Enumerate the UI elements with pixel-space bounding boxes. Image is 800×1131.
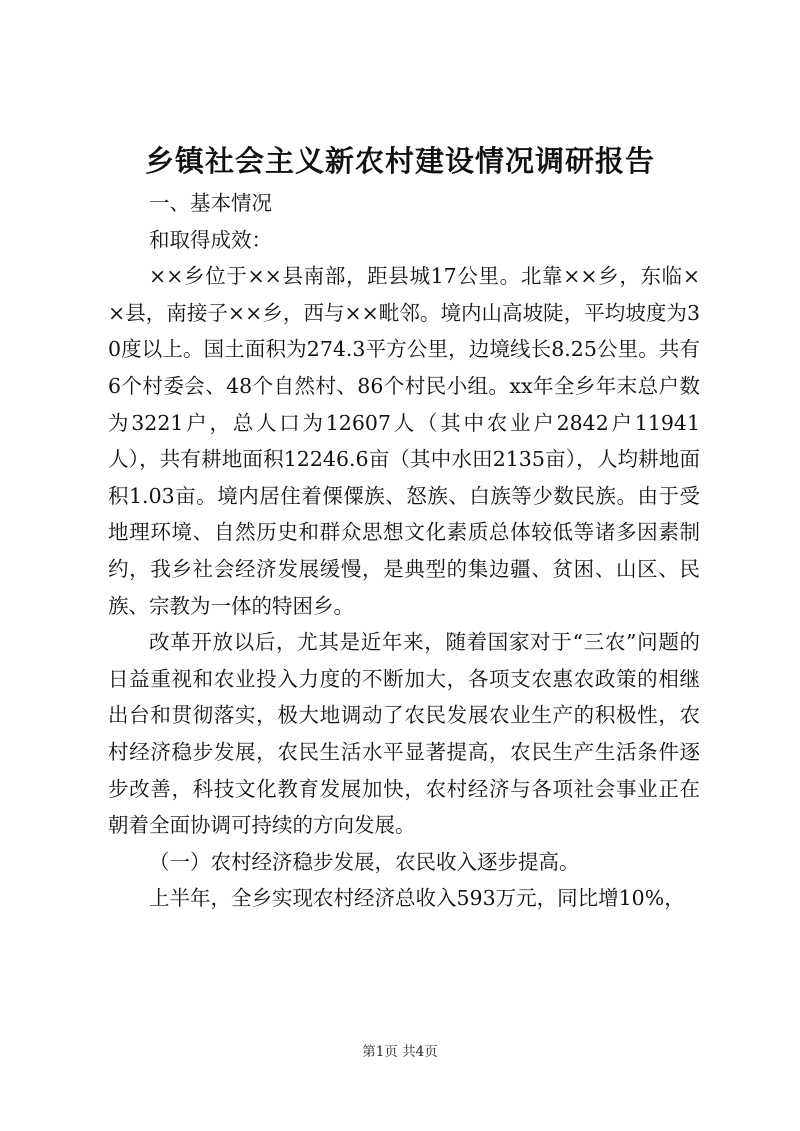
section-heading-basic: 一、基本情况 [149, 191, 272, 215]
section-subheading-results: 和取得成效： [149, 227, 272, 252]
paragraph-reform: 改革开放以后，尤其是近年来，随着国家对于“三农”问题的日益重视和农业投入力度的不断加大，各项支农惠农政策的相继出台和贯彻落实，极大地调动了农民发展农业生产的积极性，农村经济稳步发展，农民生活水平显著提高，农民生产生活条件逐步改善，科技文化教育发展加快，农村经济与各项社会事业正在朝着全面协调可持续的方向发展。 [108, 630, 700, 838]
document-title: 乡镇社会主义新农村建设情况调研报告 [144, 144, 655, 178]
page-footer: 第1页 共4页 [362, 1044, 438, 1060]
paragraph-overview: ××乡位于××县南部，距县城17公里。北靠××乡，东临××县，南接子××乡，西与××毗邻。境内山高坡陡，平均坡度为30度以上。国土面积为274.3平方公里，边境线长8.25公里。共有6个村委会、48个自然村、86个村民小组。xx年全乡年末总户数为3221户，总人口为12607人（其中农业户2842户11941人），共有耕地面积12246.6亩（其中水田2135亩），人均耕地面积1.03亩。境内居住着傈僳族、怒族、白族等少数民族。由于受地理环境、自然历史和群众思想文化素质总体较低等诸多因素制约，我乡社会经济发展缓慢，是典型的集边疆、贫困、山区、民族、宗教为一体的特困乡。 [108, 264, 700, 618]
paragraph-first-half: 上半年，全乡实现农村经济总收入593万元，同比增10%， [149, 886, 685, 911]
document-body [108, 185, 700, 917]
subsection-heading-economy: （一）农村经济稳步发展，农民收入逐步提高。 [149, 849, 580, 874]
